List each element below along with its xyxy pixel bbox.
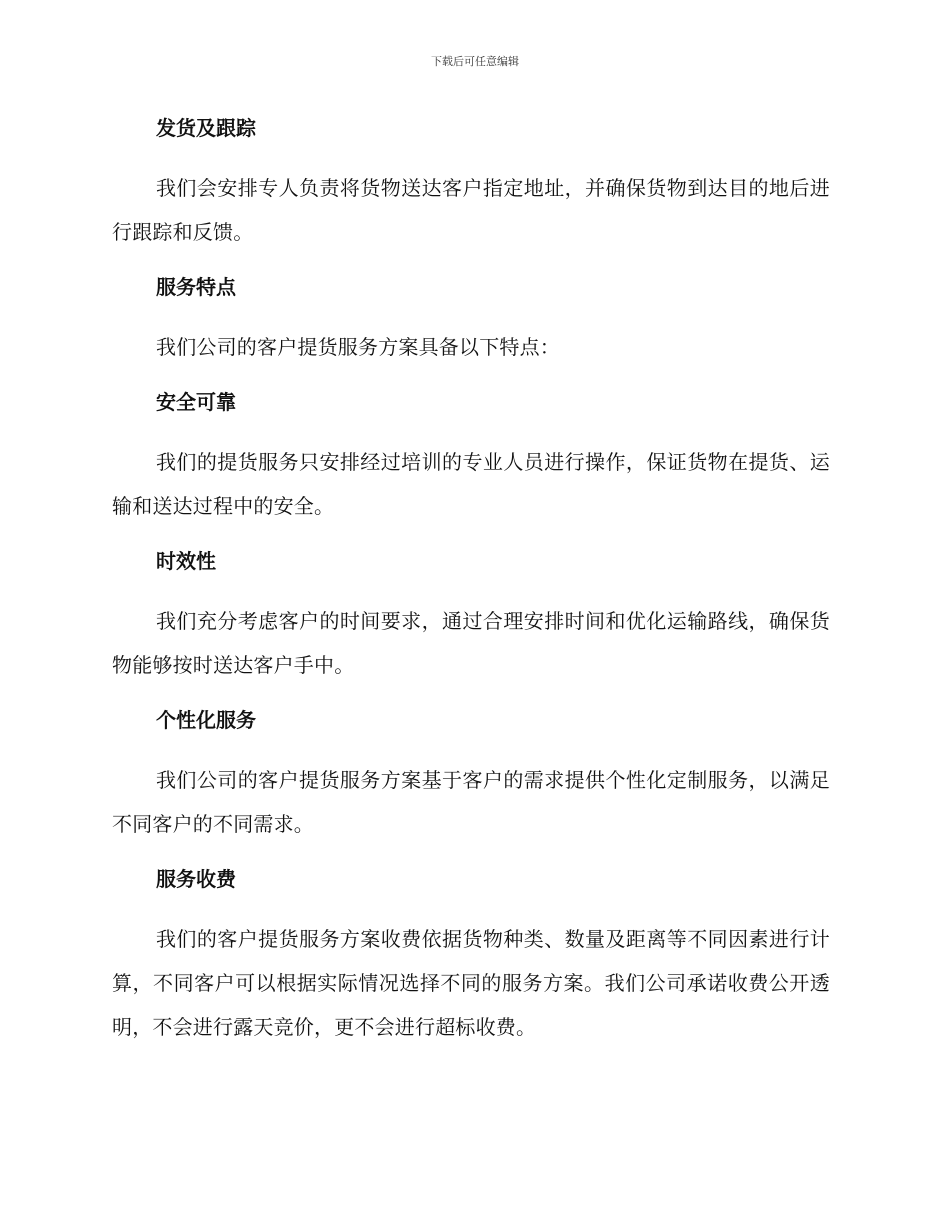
section-paragraph: 我们充分考虑客户的时间要求，通过合理安排时间和优化运输路线，确保货物能够按时送达客户手中。 [112, 609, 830, 677]
section-heading: 发货及跟踪 [156, 116, 256, 140]
section-paragraph: 我们公司的客户提货服务方案基于客户的需求提供个性化定制服务，以满足不同客户的不同需求。 [112, 768, 830, 836]
header-note: 下载后可任意编辑 [431, 55, 519, 68]
section-heading: 时效性 [156, 549, 216, 573]
section-heading: 服务特点 [156, 275, 236, 299]
section-service-features [112, 270, 830, 385]
section-heading: 个性化服务 [156, 708, 256, 732]
section-shipping-tracking [112, 111, 830, 270]
section-timeliness [112, 544, 830, 703]
section-personalized-service [112, 703, 830, 862]
section-paragraph: 我们的提货服务只安排经过培训的专业人员进行操作，保证货物在提货、运输和送达过程中的安全。 [112, 450, 830, 518]
section-safe-reliable [112, 385, 830, 544]
section-heading: 安全可靠 [156, 390, 236, 414]
section-heading: 服务收费 [156, 867, 236, 891]
document-body [112, 111, 830, 1049]
section-paragraph: 我们会安排专人负责将货物送达客户指定地址，并确保货物到达目的地后进行跟踪和反馈。 [112, 176, 830, 244]
section-paragraph: 我们的客户提货服务方案收费依据货物种类、数量及距离等不同因素进行计算，不同客户可以根据实际情况选择不同的服务方案。我们公司承诺收费公开透明，不会进行露天竞价，更不会进行超标收费。 [112, 927, 830, 1039]
section-service-fees [112, 862, 830, 1049]
section-paragraph: 我们公司的客户提货服务方案具备以下特点： [156, 335, 560, 359]
